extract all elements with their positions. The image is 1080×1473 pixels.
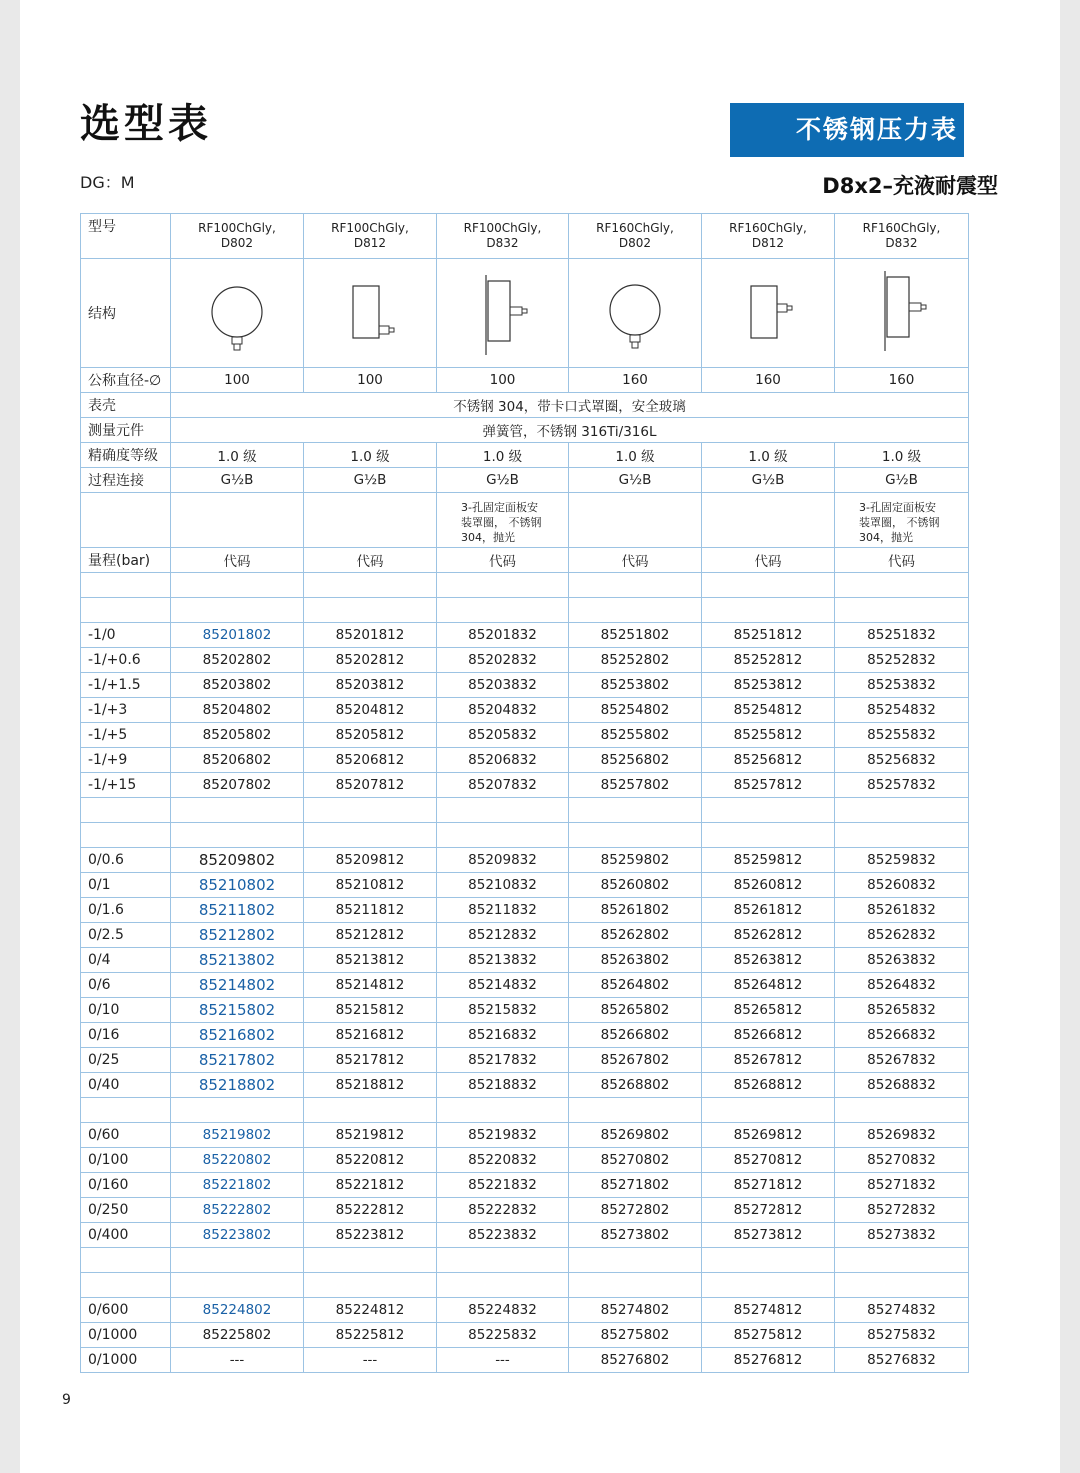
range-row <box>81 1023 969 1048</box>
range-value: -1/+0.6 <box>81 648 171 673</box>
product-code: 85254832 <box>835 698 969 723</box>
structure-label: 结构 <box>81 259 171 368</box>
product-code: 85255812 <box>702 723 835 748</box>
product-code: 85203812 <box>304 673 437 698</box>
product-code: 85268802 <box>569 1073 702 1098</box>
product-code: 85202832 <box>437 648 569 673</box>
product-code: 85224802 <box>171 1298 304 1323</box>
spacer-row <box>81 573 969 598</box>
selection-table <box>80 213 969 1373</box>
product-code: 85213802 <box>171 948 304 973</box>
product-code: 85201802 <box>171 623 304 648</box>
range-value: 0/4 <box>81 948 171 973</box>
structure-cell <box>171 259 304 368</box>
spacer-row <box>81 823 969 848</box>
structure-cell <box>569 259 702 368</box>
measuring-element-text: 弹簧管，不锈钢 316Ti/316L <box>171 418 969 443</box>
product-code: 85203832 <box>437 673 569 698</box>
product-code: 85206812 <box>304 748 437 773</box>
product-code: 85276832 <box>835 1348 969 1373</box>
spacer-row <box>81 1273 969 1298</box>
range-value: -1/0 <box>81 623 171 648</box>
range-value: 0/25 <box>81 1048 171 1073</box>
diameter-cell: 160 <box>702 368 835 393</box>
range-value: -1/+9 <box>81 748 171 773</box>
product-code: 85260802 <box>569 873 702 898</box>
range-label: 量程(bar) <box>81 548 171 573</box>
product-code: 85259802 <box>569 848 702 873</box>
code-header: 代码 <box>835 548 969 573</box>
product-code: 85222802 <box>171 1198 304 1223</box>
product-code: 85201812 <box>304 623 437 648</box>
product-code: 85269802 <box>569 1123 702 1148</box>
gauge-side-back-connection-icon <box>733 268 803 358</box>
product-code: --- <box>437 1348 569 1373</box>
product-code: 85214832 <box>437 973 569 998</box>
mounting-note: 3-孔固定面板安 装罩圈， 不锈钢 304，抛光 <box>835 493 969 548</box>
structure-cell <box>304 259 437 368</box>
product-code: 85219812 <box>304 1123 437 1148</box>
range-value: 0/40 <box>81 1073 171 1098</box>
product-code: 85219802 <box>171 1123 304 1148</box>
round-gauge-front-icon <box>600 268 670 358</box>
product-code: 85269812 <box>702 1123 835 1148</box>
product-code: 85270812 <box>702 1148 835 1173</box>
product-code: 85264832 <box>835 973 969 998</box>
spacer-row <box>81 1248 969 1273</box>
code-header: 代码 <box>304 548 437 573</box>
product-code: 85215832 <box>437 998 569 1023</box>
gauge-side-panel-flange-icon <box>468 263 538 363</box>
connection-cell: G½B <box>171 468 304 493</box>
product-code: 85266802 <box>569 1023 702 1048</box>
connection-row <box>81 468 969 493</box>
diameter-cell: 100 <box>171 368 304 393</box>
range-row <box>81 1173 969 1198</box>
product-code: 85222832 <box>437 1198 569 1223</box>
range-row <box>81 1148 969 1173</box>
product-code: 85259832 <box>835 848 969 873</box>
product-code: --- <box>171 1348 304 1373</box>
code-header: 代码 <box>702 548 835 573</box>
product-code: 85212812 <box>304 923 437 948</box>
model-cell: RF100ChGly, D802 <box>171 214 304 259</box>
range-value: -1/+1.5 <box>81 673 171 698</box>
case-text: 不锈钢 304，带卡口式罩圈，安全玻璃 <box>171 393 969 418</box>
range-header-row <box>81 548 969 573</box>
accuracy-cell: 1.0 级 <box>437 443 569 468</box>
product-code: 85253832 <box>835 673 969 698</box>
case-label: 表壳 <box>81 393 171 418</box>
product-code: 85267812 <box>702 1048 835 1073</box>
product-code: 85201832 <box>437 623 569 648</box>
product-code: 85259812 <box>702 848 835 873</box>
range-row <box>81 898 969 923</box>
product-code: --- <box>304 1348 437 1373</box>
model-cell: RF160ChGly, D832 <box>835 214 969 259</box>
product-code: 85261802 <box>569 898 702 923</box>
range-row <box>81 648 969 673</box>
product-code: 85262802 <box>569 923 702 948</box>
connection-label: 过程连接 <box>81 468 171 493</box>
accuracy-cell: 1.0 级 <box>702 443 835 468</box>
range-row <box>81 1323 969 1348</box>
product-code: 85224832 <box>437 1298 569 1323</box>
diameter-label: 公称直径-∅ <box>81 368 171 393</box>
product-code: 85210832 <box>437 873 569 898</box>
product-code: 85217802 <box>171 1048 304 1073</box>
product-code: 85218802 <box>171 1073 304 1098</box>
mounting-note: 3-孔固定面板安 装罩圈， 不锈钢 304，抛光 <box>437 493 569 548</box>
product-code: 85274832 <box>835 1298 969 1323</box>
accuracy-cell: 1.0 级 <box>171 443 304 468</box>
range-row <box>81 1223 969 1248</box>
accuracy-cell: 1.0 级 <box>304 443 437 468</box>
product-code: 85276812 <box>702 1348 835 1373</box>
product-code: 85212802 <box>171 923 304 948</box>
product-code: 85262832 <box>835 923 969 948</box>
range-value: 0/600 <box>81 1298 171 1323</box>
structure-row <box>81 259 969 368</box>
product-code: 85217812 <box>304 1048 437 1073</box>
product-code: 85274802 <box>569 1298 702 1323</box>
product-code: 85205802 <box>171 723 304 748</box>
connection-cell: G½B <box>702 468 835 493</box>
gauge-side-panel-flange-icon <box>867 263 937 363</box>
range-value: 0/1000 <box>81 1323 171 1348</box>
product-code: 85263802 <box>569 948 702 973</box>
spacer-row <box>81 598 969 623</box>
product-code: 85275802 <box>569 1323 702 1348</box>
product-code: 85276802 <box>569 1348 702 1373</box>
product-code: 85266832 <box>835 1023 969 1048</box>
product-code: 85220832 <box>437 1148 569 1173</box>
diameter-cell: 160 <box>569 368 702 393</box>
product-code: 85205812 <box>304 723 437 748</box>
product-code: 85212832 <box>437 923 569 948</box>
range-row <box>81 948 969 973</box>
product-code: 85256832 <box>835 748 969 773</box>
product-code: 85209832 <box>437 848 569 873</box>
product-code: 85255802 <box>569 723 702 748</box>
model-cell: RF160ChGly, D802 <box>569 214 702 259</box>
page-title: 选型表 <box>80 101 212 147</box>
product-code: 85211832 <box>437 898 569 923</box>
product-code: 85268812 <box>702 1073 835 1098</box>
product-code: 85210802 <box>171 873 304 898</box>
range-value: 0/1 <box>81 873 171 898</box>
range-value: 0/100 <box>81 1148 171 1173</box>
notes-row <box>81 493 969 548</box>
product-code: 85253812 <box>702 673 835 698</box>
product-code: 85211812 <box>304 898 437 923</box>
product-code: 85251832 <box>835 623 969 648</box>
product-code: 85254812 <box>702 698 835 723</box>
range-row <box>81 1198 969 1223</box>
structure-cell <box>437 259 569 368</box>
product-code: 85272802 <box>569 1198 702 1223</box>
product-code: 85273802 <box>569 1223 702 1248</box>
model-cell: RF100ChGly, D832 <box>437 214 569 259</box>
product-code: 85224812 <box>304 1298 437 1323</box>
range-value: 0/250 <box>81 1198 171 1223</box>
range-row <box>81 998 969 1023</box>
spacer-row <box>81 1098 969 1123</box>
code-header: 代码 <box>437 548 569 573</box>
product-code: 85268832 <box>835 1073 969 1098</box>
range-row <box>81 623 969 648</box>
range-row <box>81 873 969 898</box>
product-code: 85274812 <box>702 1298 835 1323</box>
model-label: 型号 <box>81 214 171 259</box>
product-code: 85206802 <box>171 748 304 773</box>
product-code: 85265832 <box>835 998 969 1023</box>
product-code: 85252802 <box>569 648 702 673</box>
code-header: 代码 <box>171 548 304 573</box>
product-code: 85270832 <box>835 1148 969 1173</box>
connection-cell: G½B <box>304 468 437 493</box>
range-row <box>81 848 969 873</box>
product-code: 85214812 <box>304 973 437 998</box>
range-row <box>81 1348 969 1373</box>
product-code: 85273832 <box>835 1223 969 1248</box>
product-code: 85203802 <box>171 673 304 698</box>
product-code: 85214802 <box>171 973 304 998</box>
product-code: 85220802 <box>171 1148 304 1173</box>
product-code: 85215802 <box>171 998 304 1023</box>
product-code: 85207812 <box>304 773 437 798</box>
connection-cell: G½B <box>437 468 569 493</box>
product-code: 85221812 <box>304 1173 437 1198</box>
range-row <box>81 773 969 798</box>
range-row <box>81 1048 969 1073</box>
range-value: 0/10 <box>81 998 171 1023</box>
product-code: 85216812 <box>304 1023 437 1048</box>
range-value: 0/0.6 <box>81 848 171 873</box>
range-value: 0/1000 <box>81 1348 171 1373</box>
product-code: 85217832 <box>437 1048 569 1073</box>
product-code: 85272832 <box>835 1198 969 1223</box>
accuracy-cell: 1.0 级 <box>835 443 969 468</box>
range-row <box>81 973 969 998</box>
structure-cell <box>835 259 969 368</box>
product-code: 85221832 <box>437 1173 569 1198</box>
range-value: -1/+5 <box>81 723 171 748</box>
product-code: 85225832 <box>437 1323 569 1348</box>
product-code: 85256802 <box>569 748 702 773</box>
product-code: 85271832 <box>835 1173 969 1198</box>
product-code: 85261832 <box>835 898 969 923</box>
product-subtitle: D8x2–充液耐震型 <box>822 174 998 198</box>
product-code: 85221802 <box>171 1173 304 1198</box>
product-code: 85218812 <box>304 1073 437 1098</box>
range-row <box>81 1298 969 1323</box>
product-code: 85269832 <box>835 1123 969 1148</box>
product-code: 85256812 <box>702 748 835 773</box>
connection-cell: G½B <box>835 468 969 493</box>
product-code: 85265812 <box>702 998 835 1023</box>
case-row <box>81 393 969 418</box>
model-cell: RF100ChGly, D812 <box>304 214 437 259</box>
product-code: 85207802 <box>171 773 304 798</box>
product-code: 85255832 <box>835 723 969 748</box>
code-header: 代码 <box>569 548 702 573</box>
range-value: 0/60 <box>81 1123 171 1148</box>
diameter-cell: 100 <box>304 368 437 393</box>
category-banner: 不锈钢压力表 <box>730 103 964 157</box>
range-value: 0/6 <box>81 973 171 998</box>
range-value: -1/+3 <box>81 698 171 723</box>
range-row <box>81 748 969 773</box>
structure-cell <box>702 259 835 368</box>
product-code: 85223812 <box>304 1223 437 1248</box>
product-code: 85218832 <box>437 1073 569 1098</box>
diameter-row <box>81 368 969 393</box>
product-code: 85270802 <box>569 1148 702 1173</box>
model-row <box>81 214 969 259</box>
product-code: 85213832 <box>437 948 569 973</box>
range-row <box>81 673 969 698</box>
gauge-side-back-connection-icon <box>335 268 405 358</box>
product-code: 85257832 <box>835 773 969 798</box>
range-row <box>81 1073 969 1098</box>
product-code: 85264812 <box>702 973 835 998</box>
measuring-element-row <box>81 418 969 443</box>
product-code: 85267832 <box>835 1048 969 1073</box>
model-cell: RF160ChGly, D812 <box>702 214 835 259</box>
product-code: 85222812 <box>304 1198 437 1223</box>
product-code: 85202802 <box>171 648 304 673</box>
product-code: 85210812 <box>304 873 437 898</box>
product-code: 85262812 <box>702 923 835 948</box>
product-code: 85205832 <box>437 723 569 748</box>
product-code: 85204802 <box>171 698 304 723</box>
range-value: 0/1.6 <box>81 898 171 923</box>
accuracy-cell: 1.0 级 <box>569 443 702 468</box>
product-code: 85260812 <box>702 873 835 898</box>
product-code: 85225802 <box>171 1323 304 1348</box>
product-code: 85257802 <box>569 773 702 798</box>
spacer-row <box>81 798 969 823</box>
diameter-cell: 160 <box>835 368 969 393</box>
product-code: 85207832 <box>437 773 569 798</box>
range-value: -1/+15 <box>81 773 171 798</box>
product-code: 85209802 <box>171 848 304 873</box>
range-row <box>81 1123 969 1148</box>
product-code: 85213812 <box>304 948 437 973</box>
page-number: 9 <box>62 1392 71 1408</box>
product-code: 85261812 <box>702 898 835 923</box>
product-code: 85272812 <box>702 1198 835 1223</box>
product-code: 85263812 <box>702 948 835 973</box>
accuracy-label: 精确度等级 <box>81 443 171 468</box>
product-code: 85275812 <box>702 1323 835 1348</box>
product-code: 85251802 <box>569 623 702 648</box>
product-code: 85219832 <box>437 1123 569 1148</box>
product-code: 85263832 <box>835 948 969 973</box>
product-code: 85225812 <box>304 1323 437 1348</box>
product-code: 85204812 <box>304 698 437 723</box>
product-code: 85251812 <box>702 623 835 648</box>
product-code: 85215812 <box>304 998 437 1023</box>
product-code: 85220812 <box>304 1148 437 1173</box>
product-code: 85209812 <box>304 848 437 873</box>
range-row <box>81 923 969 948</box>
range-row <box>81 698 969 723</box>
product-code: 85275832 <box>835 1323 969 1348</box>
product-code: 85253802 <box>569 673 702 698</box>
product-code: 85271802 <box>569 1173 702 1198</box>
round-gauge-front-icon <box>202 268 272 358</box>
product-code: 85265802 <box>569 998 702 1023</box>
product-code: 85216832 <box>437 1023 569 1048</box>
product-code: 85254802 <box>569 698 702 723</box>
diameter-cell: 100 <box>437 368 569 393</box>
range-value: 0/400 <box>81 1223 171 1248</box>
product-code: 85260832 <box>835 873 969 898</box>
range-row <box>81 723 969 748</box>
accuracy-row <box>81 443 969 468</box>
product-code: 85223832 <box>437 1223 569 1248</box>
product-code: 85266812 <box>702 1023 835 1048</box>
product-code: 85252832 <box>835 648 969 673</box>
product-code: 85202812 <box>304 648 437 673</box>
product-code: 85267802 <box>569 1048 702 1073</box>
product-code: 85257812 <box>702 773 835 798</box>
product-code: 85271812 <box>702 1173 835 1198</box>
connection-cell: G½B <box>569 468 702 493</box>
dg-label: DG：M <box>80 173 135 192</box>
measuring-element-label: 测量元件 <box>81 418 171 443</box>
product-code: 85264802 <box>569 973 702 998</box>
product-code: 85216802 <box>171 1023 304 1048</box>
range-value: 0/160 <box>81 1173 171 1198</box>
range-value: 0/2.5 <box>81 923 171 948</box>
range-value: 0/16 <box>81 1023 171 1048</box>
product-code: 85211802 <box>171 898 304 923</box>
product-code: 85206832 <box>437 748 569 773</box>
product-code: 85252812 <box>702 648 835 673</box>
product-code: 85273812 <box>702 1223 835 1248</box>
product-code: 85223802 <box>171 1223 304 1248</box>
product-code: 85204832 <box>437 698 569 723</box>
